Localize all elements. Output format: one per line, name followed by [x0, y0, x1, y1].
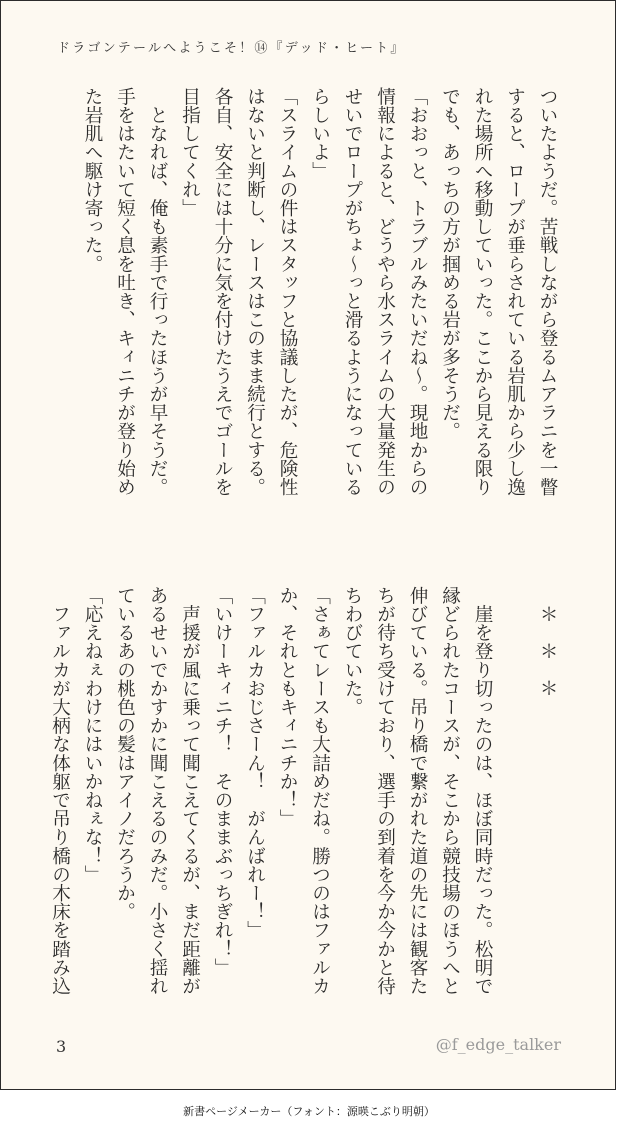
text-line: あるせいでかすかに聞こえるのみだ。小さく揺れ: [147, 586, 168, 996]
scene-break: ＊ ＊ ＊: [537, 586, 558, 698]
text-line: でも、あっちの方が掴める岩が多そうだ。: [439, 87, 461, 441]
text-line: せいでロープがちょ～っと滑るようになっている: [342, 87, 363, 497]
text-line: ファルカが大柄な体躯で吊り橋の木床を踏み込: [49, 586, 71, 996]
text-line: れた場所へ移動していった。ここから見える限り: [472, 87, 493, 497]
text-line: らしいよ」: [309, 87, 331, 180]
text-line: 目指してくれ」: [179, 87, 201, 218]
text-line: ているあの桃色の髪はアイノだろうか。: [114, 586, 136, 921]
text-block-upper: [76, 87, 564, 527]
text-line: ついたようだ。苦戦しながら登るムアラニを一瞥: [537, 87, 558, 497]
page-number: 3: [56, 1037, 67, 1056]
text-line: 情報によると、どうやら水スライムの大量発生の: [374, 87, 396, 497]
text-line: ちが待ち受けており、選手の到着を今か今かと待: [374, 586, 396, 996]
text-line: すると、ロープが垂らされている岩肌から少し逸: [504, 87, 526, 497]
author-handle: @f_edge_talker: [435, 1035, 561, 1054]
text-line: 「応えねぇわけにはいかねぇな！」: [82, 586, 103, 884]
text-line: 「さぁてレースも大詰めだね。勝つのはファルカ: [309, 586, 331, 996]
text-line: 縁どられたコースが、そこから競技場のほうへと: [439, 586, 461, 996]
generator-credit: 新書ページメーカー（フォント：源暎こぶり明朝）: [183, 1105, 435, 1118]
text-line: 「スライムの件はスタッフと協議したが、危険性: [277, 87, 298, 497]
text-block-lower: [43, 586, 563, 998]
text-line: 各自、安全には十分に気を付けたうえでゴールを: [212, 87, 233, 497]
text-line: はないと判断し、レースはこのまま続行とする。: [244, 87, 266, 497]
text-line: か、それともキィニチか！」: [277, 586, 298, 828]
text-line: ちわびていた。: [342, 586, 363, 717]
text-line: 「いけーキィニチ！ そのままぶっちぎれ！」: [212, 586, 233, 977]
text-line: 手をはたいて短く息を吐き、キィニチが登り始め: [114, 87, 136, 497]
text-line: 「おおっと、トラブルみたいだね～。現地からの: [407, 87, 428, 497]
text-line: 声援が風に乗って聞こえてくるが、まだ距離が: [179, 586, 201, 996]
text-line: 「ファルカおじさーん！ がんばれー！」: [244, 586, 266, 940]
text-line: となれば、俺も素手で行ったほうが早そうだ。: [147, 87, 168, 497]
text-line: 伸びている。吊り橋で繋がれた道の先には観客た: [407, 586, 428, 996]
chapter-title: ドラゴンテールへようこそ！⑭『デッド・ヒート』: [57, 41, 406, 56]
text-line-blank: [498, 586, 531, 998]
text-line: 崖を登り切ったのは、ほぼ同時だった。松明で: [472, 586, 493, 996]
text-line: た岩肌へ駆け寄った。: [82, 87, 103, 273]
